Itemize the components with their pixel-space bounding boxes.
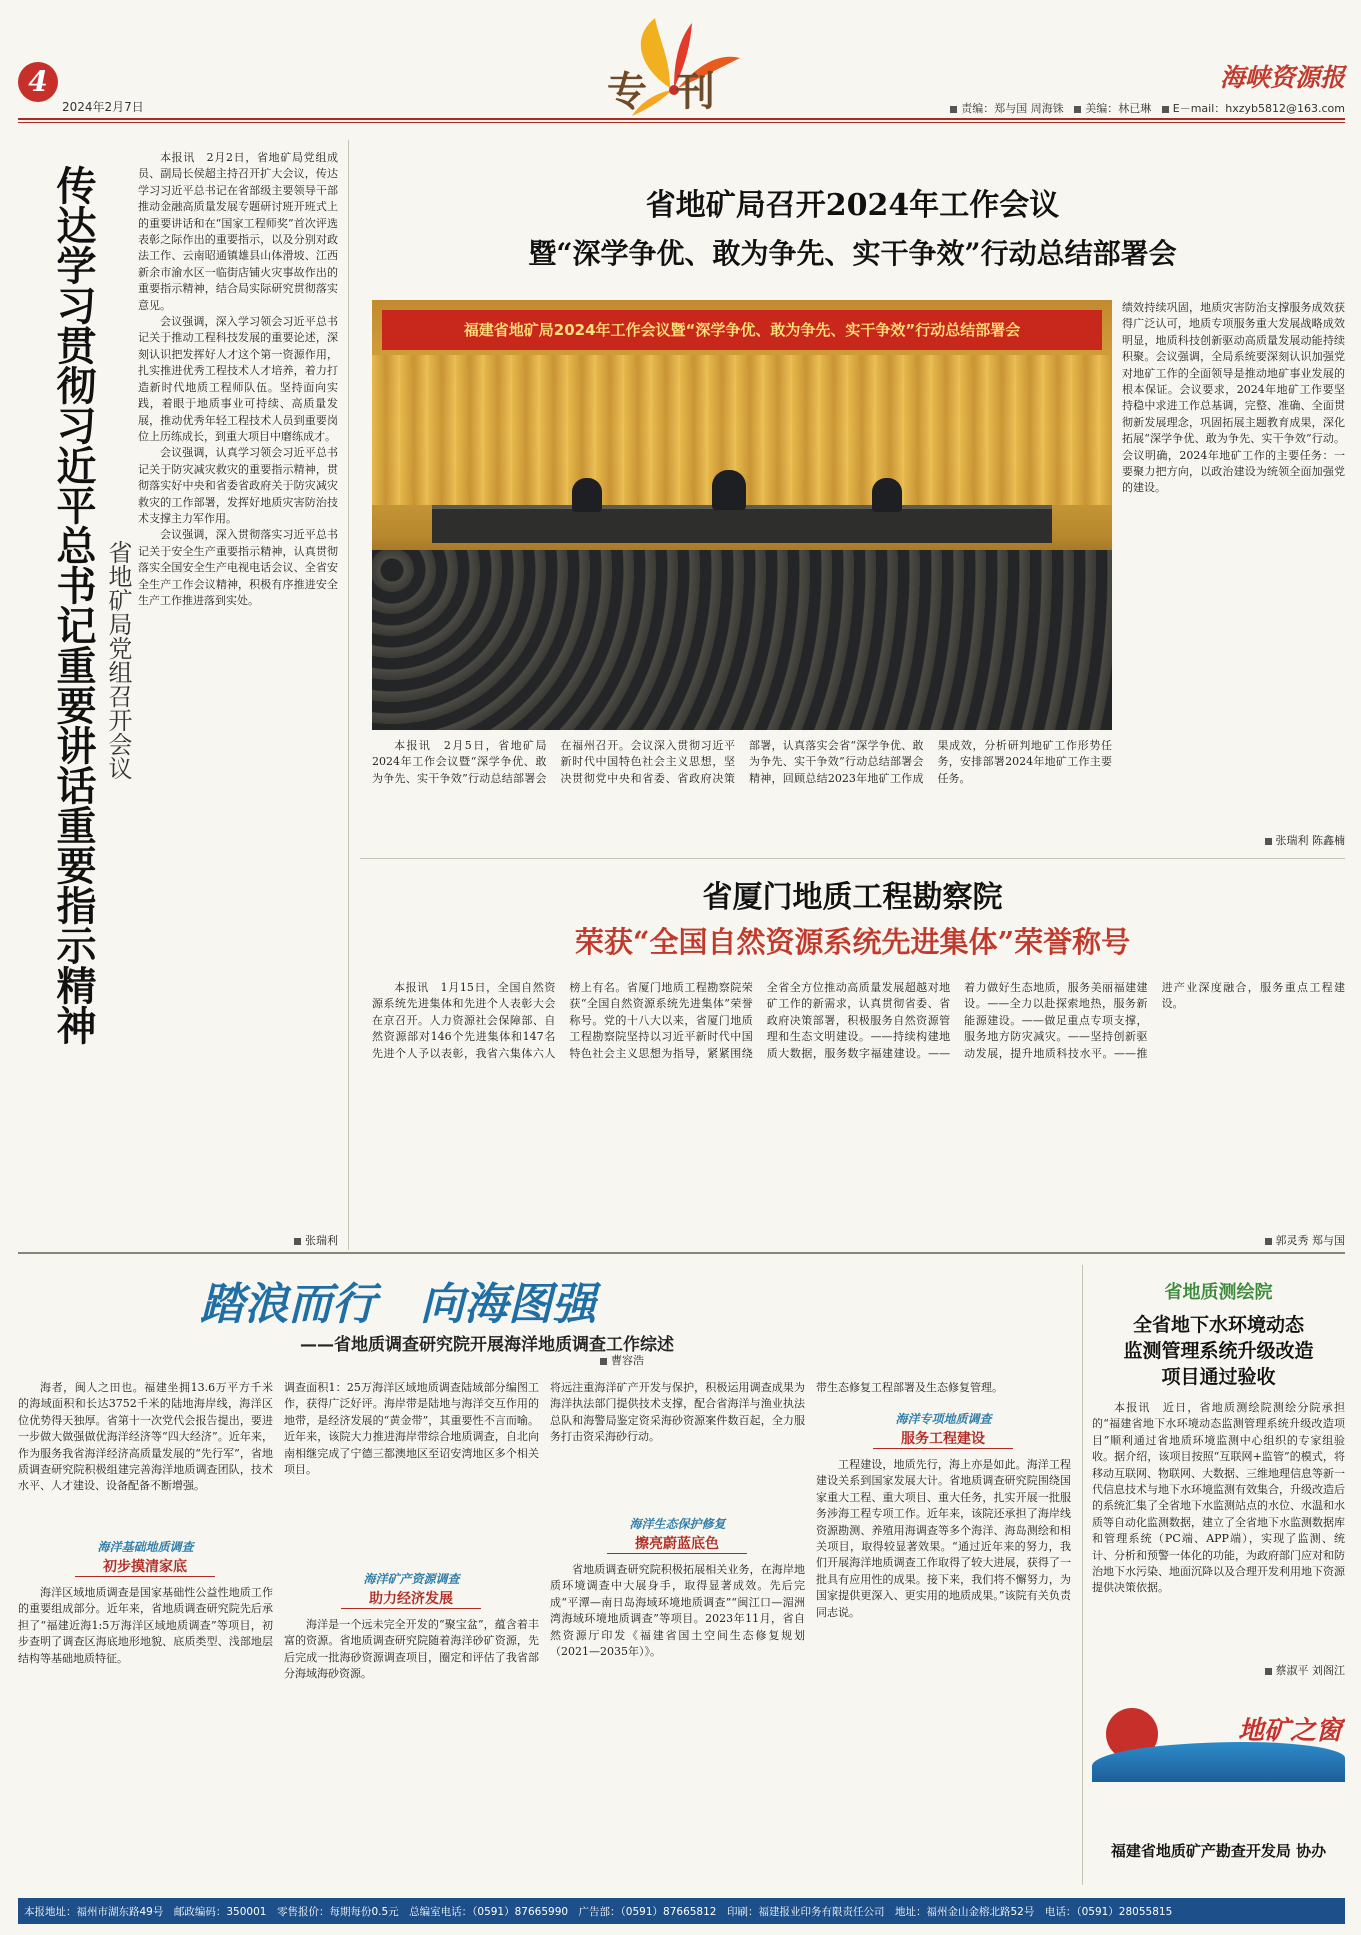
story2-byline (1122, 832, 1345, 848)
story1-paragraph: 会议强调，深入贯彻落实习近平总书记关于安全生产重要指示精神，认真贯彻落实全国安全生产电视电话会议、全省安全生产工作会议精神，积极有序推进安全生产工作推进落到实处。 (138, 528, 338, 607)
story2-paragraph-right: 绩效持续巩固，地质灾害防治支撑服务成效获得广泛认可，地质专项服务重大发展战略成效明显，地质科技创新驱动高质量发展动能持续积聚。会议强调，全局系统要深刻认识加强党对地矿工作的全面领导是推动地矿事业发展的根本保证。会议要求，2024年地矿工作要坚持稳中求进工作总基调，完整、准确、全面贯彻新发展理念，巩固拓展主题教育成果，深化拓展“深学争优、敢为争先、实干争效”行动。会议明确，2024年地矿工作的主要任务：一要聚力把方向，以政治建设为统领全面加强党的建设。 (1122, 301, 1345, 495)
story4-col2 (284, 1380, 539, 1565)
story5-paragraph: 本报讯 近日，省地质测绘院测绘分院承担的“福建省地下水环境动态监测管理系统升级改造项目”顺利通过省地质环境监测中心组织的专家组验收。据介绍，该项目按照“互联网+监管”的模式，将移动互联网、物联网、大数据、三维地理信息等新一代信息技术与地下水环境监测有效集合，升级改造后的系统汇集了全省地下水监测站点的水位、水温和水质等自动化监测数据，建立了全省地下水监测数据库和管理系统（PC端、APP端），实现了监测、统计、分析和预警一体化的功能，为政府部门应对和防治地下水污染、地面沉降以及合理开发利用地下资源提供决策依据。 (1092, 1401, 1345, 1595)
story3-byline-text: 郭灵秀 郑与国 (1275, 1234, 1345, 1247)
story5-title-line3: 项目通过验收 (1161, 1366, 1276, 1388)
story4-sub1-tag: 海洋基础地质调查 (97, 1540, 194, 1554)
story4-sub1-title: 初步摸清家底 (75, 1556, 215, 1577)
story4-paragraph: 将远注重海洋矿产开发与保护，积极运用调查成果为海洋执法部门提供技术支撑，配合省海洋与渔业执法总队和海警局鉴定资采海砂资源案件数百起，全力服务打击资采海砂行动。 (550, 1381, 805, 1444)
story2-body-right (1122, 300, 1345, 825)
column-divider (348, 140, 349, 1250)
page-number: 4 (28, 65, 48, 98)
story5-byline (1092, 1662, 1345, 1678)
section-divider (18, 1252, 1345, 1254)
story4-paragraph: 省地质调查研究院积极拓展相关业务，在海岸地质环境调查中大展身手，取得显著成效。先后完成“平潭—南日岛海域环境地质调查”“闽江口—湄洲湾海域环境地质调查”等项目。2023年11月，省自然资源厅印发《福建省国土空间生态修复规划（2021—2035年）》。 (550, 1563, 805, 1659)
photo-stage-table (432, 505, 1052, 543)
story3-body (372, 980, 1345, 1220)
story1-paragraph: 会议强调，深入学习领会习近平总书记关于推动工程科技发展的重要论述，深刻认识把发挥好人才这个第一资源作用，扎实推进优秀工程技术人才培养，着力打造新时代地质工程师队伍。坚持面向实践，着眼于地质事业可持续、高质量发展，推动优秀年轻工程技术人员到重要岗位上历练成长，到重大项目中磨练成才。 (138, 315, 338, 443)
story4-sub4-title: 服务工程建设 (873, 1428, 1013, 1449)
story4-sub2-tag: 海洋矿产资源调查 (363, 1572, 460, 1586)
story4-sub3-title: 擦亮蔚蓝底色 (607, 1533, 747, 1554)
story4-byline-text: 曹容浩 (611, 1354, 644, 1367)
section-label: 专刊 (607, 68, 743, 115)
sponsor-organization: 福建省地质矿产勘查开发局 协办 (1110, 1842, 1327, 1860)
masthead: 海峡资源报 (1219, 63, 1345, 92)
story2-body-left (372, 738, 1112, 848)
story4-col2b (284, 1617, 539, 1880)
story4-byline (600, 1352, 820, 1368)
photo-speaker (712, 470, 746, 510)
story4-paragraph: 海洋是一个远未完全开发的“聚宝盆”，蕴含着丰富的资源。省地质调查研究院随着海洋砂矿资源，先后完成一批海砂资源调查项目，圈定和评估了我省部分海域海砂资源。 (284, 1618, 539, 1681)
story2-paragraph-left: 本报讯 2月5日，省地矿局2024年工作会议暨“深学争优、敢为争先、实干争效”行动总结部署会在福州召开。会议深入贯彻习近平新时代中国特色社会主义思想，坚决贯彻党中央和省委、省政府决策部署，认真落实会省“深学争优、敢为争先、实干争效”行动总结部署会精神，回顾总结2023年地矿工作成果成效，分析研判地矿工作形势任务，安排部署2024年地矿工作主要任务。 (372, 739, 1112, 785)
story3-paragraph: 本报讯 1月15日，全国自然资源系统先进集体和先进个人表彰大会在京召开。人力资源社会保障部、自然资源部对146个先进集体和147名先进个人予以表彰，我省六集体六人榜上有名。省厦门地质工程勘察院荣获“全国自然资源系统先进集体”荣誉称号。党的十八大以来，省厦门地质工程勘察院坚持以习近平新时代中国特色社会主义思想为指导，紧紧围绕全省全方位推动高质量发展超越对地矿工作的新需求，认真贯彻省委、省政府决策部署，积极服务自然资源管理和生态文明建设。——持续构建地质大数据，服务数字福建建设。——着力做好生态地质，服务美丽福建建设。——全力以赴探索地热，服务新能源建设。——做足重点专项支撑，服务地方防灾减灾。——坚持创新驱动发展，提升地质科技水平。——推进产业深度融合，服务重点工程建设。 (372, 981, 1345, 1060)
story4-paragraph: 带生态修复工程部署及生态修复管理。 (816, 1381, 1003, 1394)
story4-paragraph: 海者，闽人之田也。福建坐拥13.6万平方千米的海域面积和长达3752千米的陆地海岸线，海洋区位优势得天独厚。省第十一次党代会报告提出，要进一步做大做强做优海洋经济等“四大经济”。近年来，作为服务我省海洋经济高质量发展的“先行军”，省地质调查研究院积极组建完善海洋地质调查团队，技术水平、人才建设、设备配备不断增强。 (18, 1381, 273, 1493)
story4-col1b (18, 1585, 273, 1880)
story3-title-line2: 荣获“全国自然资源系统先进集体”荣誉称号 (574, 925, 1131, 959)
footer-text: 本报地址：福州市湖东路49号 邮政编码：350001 零售报价：每期每份0.5元 总编室电话：（0591）87665990 广告部：（0591）87665812 印刷：福建报业印务有限责任公司 地址：福州金山金榕北路52号 电话：（0591）28055815 (24, 1906, 1173, 1918)
story4-col3b (550, 1562, 805, 1880)
story5-title-line2: 监测管理系统升级改造 (1123, 1340, 1314, 1362)
story5-body (1092, 1400, 1345, 1655)
sponsor-logo-title: 地矿之窗 (1237, 1716, 1342, 1746)
header-rule-thin (18, 122, 1345, 123)
story3-title-line1: 省厦门地质工程勘察院 (702, 880, 1003, 915)
photo-speaker (872, 478, 902, 512)
story3-byline (1122, 1232, 1345, 1248)
story4-paragraph: 海洋区域地质调查是国家基础性公益性地质工作的重要组成部分。近年来，省地质调查研究院先后承担了“福建近海1:5万海洋区域地质调查”等项目，初步查明了调查区海底地形地貌、底质类型、浅部地层结构等基础地质特征。 (18, 1586, 273, 1665)
story4-col3 (550, 1380, 805, 1508)
editors: 责编：郑与国 周海铢 (961, 102, 1064, 115)
story4-col4 (816, 1380, 1071, 1400)
issue-date: 2024年2月7日 (62, 100, 144, 114)
story5-byline-text: 蔡淑平 刘阁江 (1275, 1664, 1345, 1677)
email: E－mail：hxzyb5812@163.com (1172, 102, 1345, 115)
story1-paragraph: 会议强调，认真学习领会习近平总书记关于防灾减灾救灾的重要指示精神，贯彻落实好中央和省委省政府关于防灾减灾救灾的工作部署，发挥好地质灾害防治技术支撑主力军作用。 (138, 446, 338, 525)
story1-body (138, 150, 338, 1225)
story1-paragraph: 本报讯 2月2日，省地矿局党组成员、副局长侯超主持召开扩大会议，传达学习习近平总书记在省部级主要领导干部推动金融高质量发展专题研讨班开班式上的重要讲话和在“国家工程师奖”首次评选表彰之际作出的重要指示，以及分别对政法工作、云南昭通镇雄县山体滑坡、江西新余市渝水区一临街店铺火灾事故作出的重要指示精神，结合局实际研究贯彻落实意见。 (138, 151, 338, 312)
section-divider (360, 858, 1345, 859)
story1-vertical-title: 传达学习贯彻习近平总书记重要讲话重要指示精神 (50, 165, 97, 1045)
photo-speaker (572, 478, 602, 512)
story5-title-line1: 全省地下水环境动态 (1132, 1314, 1304, 1336)
story1-vertical-subtitle: 省地矿局党组召开会议 (104, 540, 132, 780)
sponsor-logo (1092, 1690, 1345, 1790)
meeting-photo (372, 300, 1112, 730)
story4-col1 (18, 1380, 273, 1530)
story4-sub2-title: 助力经济发展 (341, 1588, 481, 1609)
story5-label: 省地质测绘院 (1164, 1282, 1273, 1303)
story4-paragraph: 工程建设，地质先行，海上亦是如此。海洋工程建设关系到国家发展大计。省地质调查研究院围绕国家重大工程、重大项目、重大任务，扎实开展一批服务涉海工程专项工作。近年来，该院还承担了海岸线资源勘测、养殖用海调查等多个海洋、海岛测绘和相关项目，取得较显著效果。“通过近年来的努力，我们开展海洋地质调查工作取得了较大进展，获得了一批具有应用性的成果。接下来，我们将不懈努力，为国家提供更深入、更实用的地质成果。”该院有关负责同志说。 (816, 1458, 1071, 1619)
story4-headline: 踏浪而行 向海图强 (200, 1279, 596, 1330)
story4-subheadline: ——省地质调查研究院开展海洋地质调查工作综述 (300, 1335, 674, 1355)
art-editor: 美编：林已琳 (1085, 102, 1152, 115)
story4-paragraph: 调查面积1：25万海洋区域地质调查陆域部分编图工作，获得广泛好评。海岸带是陆地与海洋交互作用的地带，是经济发展的“黄金带”，其重要性不言而喻。近年来，该院大力推进海岸带综合地质调查，自北向南相继完成了宁德三都澳地区至诏安湾地区多个相关项目。 (284, 1381, 539, 1477)
header-rule (18, 118, 1345, 120)
column-divider (1082, 1265, 1083, 1885)
story2-title-line2: 暨“深学争优、敢为争先、实干争效”行动总结部署会 (528, 237, 1177, 270)
story2-byline-text: 张瑞利 陈鑫楠 (1275, 834, 1345, 847)
story2-title-line1: 省地矿局召开2024年工作会议 (645, 188, 1060, 223)
photo-audience (372, 550, 1112, 730)
story4-col4b (816, 1457, 1071, 1880)
story4-sub3-tag: 海洋生态保护修复 (629, 1517, 726, 1531)
story1-byline (138, 1232, 338, 1248)
header-credits (940, 100, 1345, 116)
photo-banner-text: 福建省地矿局2024年工作会议暨“深学争优、敢为争先、实干争效”行动总结部署会 (463, 321, 1021, 339)
story4-sub4-tag: 海洋专项地质调查 (895, 1412, 992, 1426)
story1-byline-text: 张瑞利 (305, 1234, 338, 1247)
